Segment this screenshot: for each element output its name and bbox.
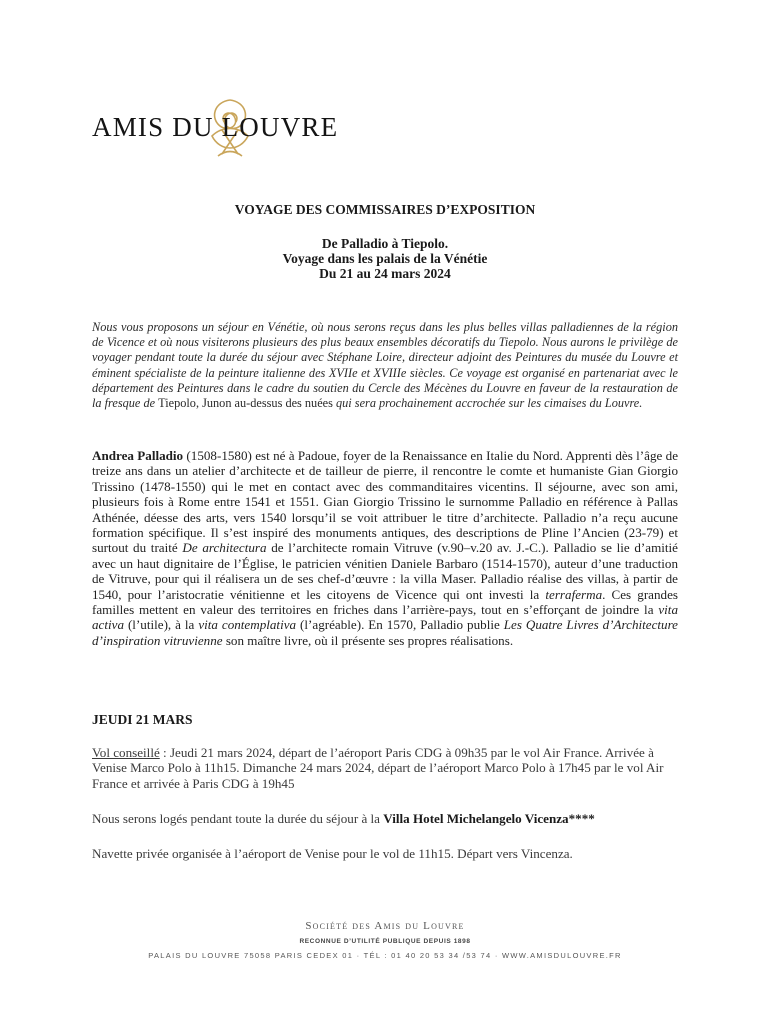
footer-recognition: RECONNUE D’UTILITÉ PUBLIQUE DEPUIS 1898 (299, 938, 471, 945)
artwork-title: Tiepolo, Junon au-dessus des nuées (158, 396, 333, 411)
intro-text-2: qui sera prochainement accrochée sur les cimaises du Louvre. (332, 396, 643, 411)
footer-society-name: Société des Amis du Louvre (305, 920, 465, 932)
bio-italic: terraferma (545, 586, 603, 602)
bio-name: Andrea Palladio (92, 448, 184, 463)
trip-title: VOYAGE DES COMMISSAIRES D’EXPOSITION (234, 202, 536, 217)
bio-text: . Ces grandes familles mettent en valeur des territoires en friches dans l’arrière-pays, tout en s’efforçant de joindre la (92, 586, 678, 618)
intro-paragraph (92, 320, 678, 411)
amis-du-louvre-logo (92, 96, 382, 162)
flight-info (92, 745, 682, 791)
bio-text: de l’architecte romain Vitruve (v.90–v.20 av. J.-C.). Palladio se lie d’amitié avec un haut dignitaire de l’Église, le patricien vénitien Daniele Barbaro (1514-1570), auteur d’une traduction de Vitruve, pour qui il réalisera un de ses chef-d’œuvre : la villa Maser. Palladio réalise des villas, à partir de 1540, pour l’aristocratie vénitienne et les citoyens de Vicence qui ont investi la (92, 540, 678, 602)
bio-italic: vita contemplativa (198, 617, 297, 633)
bio-italic: Les Quatre Livres d’Architecture d’inspiration vitruvienne (92, 617, 678, 648)
bio-text: (1508-1580) est né à Padoue, foyer de la Renaissance en Italie du Nord. Apprenti dès l’âge de treize ans dans un atelier d’architecte et de tailleur de pierre, il rencontre le comte et humaniste Gian Giorgio Trissino (1478-1550) qui le met en contact avec des commanditaires vicentins. Il séjourne, avec son ami, plusieurs fois à Rome entre 1541 et 1551. Gian Giorgio Trissino le surnomme Palladio en référence à Pallas Athénée, déesse des arts, vers 1540 lorsqu’il se voit attribuer le titre d’architecte. Palladio n’a reçu aucune formation spécifique. Il s’est inspiré des monuments antiques, des descriptions de Pline l’Ancien (23-79) et surtout du traité (92, 448, 678, 556)
accommodation-info (92, 811, 682, 826)
logo-wordmark: AMIS DU LOUVRE (92, 112, 339, 142)
day-heading: JEUDI 21 MARS (92, 712, 193, 727)
shuttle-info: Navette privée organisée à l’aéroport de Venise pour le vol de 11h15. Départ vers Vincenza. (92, 846, 573, 861)
flight-label: Vol conseillé (92, 745, 160, 760)
bio-text: (l’agréable). En 1570, Palladio publie (296, 617, 504, 633)
stay-text: Nous serons logés pendant toute la durée du séjour à la (92, 811, 384, 826)
trip-subtitle (92, 236, 678, 281)
footer-address: PALAIS DU LOUVRE 75058 PARIS CEDEX 01 · TÉL : 01 40 20 53 34 /53 74 · WWW.AMISDULOUVRE.FR (148, 951, 622, 960)
bio-text: son maître livre, où il présente ses propres réalisations. (222, 632, 514, 648)
bio-italic: vita activa (92, 602, 678, 633)
intro-text-1: Nous vous proposons un séjour en Vénétie, où nous serons reçus dans les plus belles villas palladiennes de la région de Vicence et où nous visiterons plusieurs des plus beaux ensembles décoratifs du Tiepolo. Nous aurons le privilège de voyager pendant toute la durée du séjour avec Stéphane Loire, directeur adjoint des Peintures du musée du Louvre et éminent spécialiste de la peinture italienne des XVIIe et XVIIIe siècles. Ce voyage est organisé en partenariat avec le département des Peintures dans le cadre du soutien du Cercle des Mécènes du Louvre en faveur de la restauration de la fresque de (92, 320, 678, 411)
subtitle-line-1: De Palladio à Tiepolo. (321, 236, 449, 251)
trip-dates: Du 21 au 24 mars 2024 (319, 266, 451, 281)
bio-italic: De architectura (182, 540, 267, 556)
bio-text: (l’utile), à la (124, 617, 199, 633)
hotel-name: Villa Hotel Michelangelo Vicenza**** (383, 811, 595, 826)
palladio-biography (92, 448, 678, 648)
flight-text: : Jeudi 21 mars 2024, départ de l’aéroport Paris CDG à 09h35 par le vol Air France. Arrivée à Venise Marco Polo à 11h15. Dimanche 24 mars 2024, départ de l’aéroport Marco Polo à 17h45 par le vol Air France et arrivée à Paris CDG à 19h45 (92, 745, 664, 791)
subtitle-line-2: Voyage dans les palais de la Vénétie (282, 251, 488, 266)
